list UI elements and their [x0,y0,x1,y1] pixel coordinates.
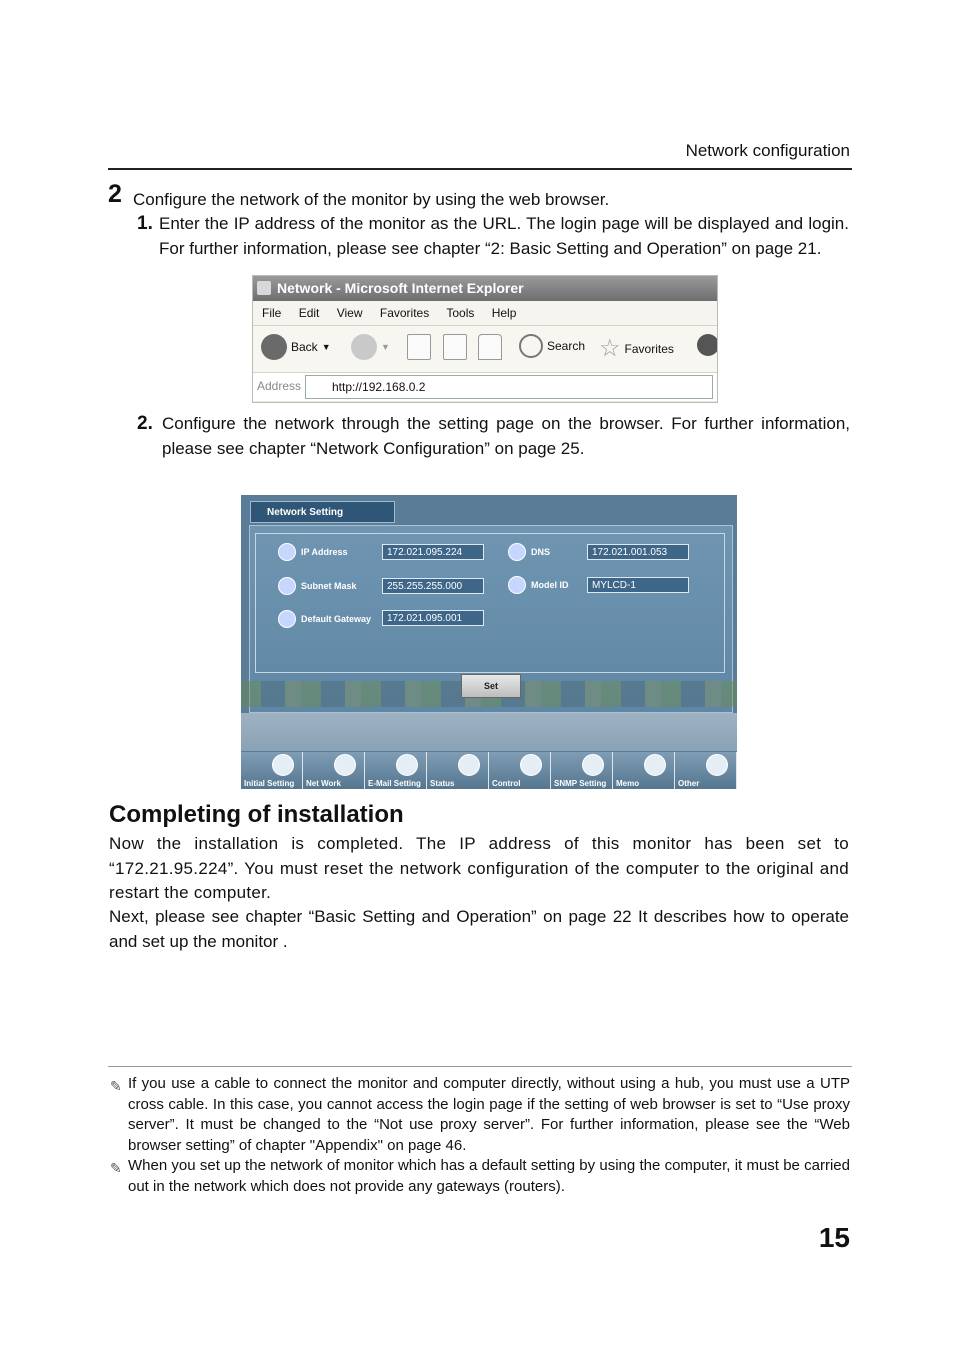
menu-edit[interactable]: Edit [298,306,320,320]
nav-status[interactable] [427,752,489,789]
status-icon [458,754,480,776]
nav-label: Memo [616,779,640,788]
forward-dropdown-icon: ▼ [381,342,390,352]
search-button[interactable] [519,334,585,358]
status-area [241,713,737,751]
net-work-icon [334,754,356,776]
page-number: 15 [818,1222,850,1253]
menu-favorites[interactable]: Favorites [379,306,430,320]
nav-email-setting[interactable] [365,752,427,789]
nav-other[interactable] [675,752,737,789]
browser-menubar [253,301,717,326]
ip-address-field[interactable]: 172.021.095.224 [382,544,484,560]
nav-label: Control [492,779,521,788]
substep-1-text: Enter the IP address of the monitor as the URL. The login page will be displayed and login. For further information, please see chapter “2: Basic Setting and Operation” on page 21. [159,214,849,258]
step-number: 2 [108,180,122,208]
refresh-icon [443,334,467,360]
pencil-icon: ✎ [110,1078,122,1094]
address-label: Address [257,379,302,393]
home-icon [478,334,502,360]
ip-address-label: IP Address [301,547,348,557]
dns-label: DNS [531,547,551,557]
browser-screenshot [252,275,718,403]
pencil-icon: ✎ [110,1160,122,1176]
ip-address-icon [278,543,296,561]
forward-button[interactable] [351,334,390,360]
browser-title: Network - Microsoft Internet Explorer [277,280,524,296]
home-button[interactable] [478,334,502,360]
menu-file[interactable]: File [262,306,282,320]
menu-tools[interactable]: Tools [446,306,475,320]
refresh-button[interactable] [443,334,467,360]
menu-help[interactable]: Help [491,306,517,320]
set-button[interactable]: Set [461,674,521,698]
back-dropdown-icon: ▼ [321,342,331,352]
subnet-mask-label: Subnet Mask [301,581,357,591]
subnet-mask-icon [278,577,296,595]
initial-setting-icon [272,754,294,776]
address-input[interactable]: http://192.168.0.2 [305,375,713,399]
back-label: Back [291,340,318,354]
media-icon [697,334,718,356]
default-gateway-field[interactable]: 172.021.095.001 [382,610,484,626]
substep-2-text: Configure the network through the setting page on the browser. For further information, please see chapter “Network Configuration” on page 25. [162,414,850,458]
favorites-button[interactable] [599,334,674,363]
completion-paragraph-2: Next, please see chapter “Basic Setting and Operation” on page 22 It describes how to operate and set up the monitor . [109,907,849,951]
header-rule [108,168,852,170]
section-heading: Completing of installation [109,801,404,828]
dns-icon [508,543,526,561]
memo-icon [644,754,666,776]
ie-icon [257,281,271,295]
dns-field[interactable]: 172.021.001.053 [587,544,689,560]
browser-titlebar [253,276,717,301]
note-1 [108,1074,850,1156]
model-id-field[interactable]: MYLCD-1 [587,577,689,593]
nav-label: Status [430,779,455,788]
completion-paragraph-1: Now the installation is completed. The IP address of this monitor has been set to “172.21.95.224”. You must reset the network configuration of the computer to the original and restart the computer. [109,834,849,902]
step-text: Configure the network of the monitor by using the web browser. [133,190,610,209]
nav-memo[interactable] [613,752,675,789]
notes-rule [108,1066,852,1067]
other-icon [706,754,728,776]
network-setting-tab: Network Setting [250,501,395,523]
substep-1-number: 1. [137,213,153,234]
bottom-nav [241,752,737,789]
nav-label: Net Work [306,779,341,788]
model-id-icon [508,576,526,594]
nav-label: Other [678,779,700,788]
back-button[interactable] [261,334,331,360]
favorites-label: Favorites [624,341,674,356]
note-2 [108,1156,850,1197]
running-header: Network configuration [685,141,850,160]
note-1-text: If you use a cable to connect the monitor and computer directly, without using a hub, you must use a UTP cross cable. In this case, you cannot access the login page if the setting of web browser is set to “Use proxy server”. It must be changed to the “Not use proxy server”. For further information, please see the “Web browser setting” of chapter "Appendix" on page 46. [128,1075,850,1154]
address-bar [253,373,717,401]
search-icon [519,334,543,358]
media-button[interactable] [697,334,718,356]
stop-icon [407,334,431,360]
menu-view[interactable]: View [336,306,363,320]
nav-label: SNMP Setting [554,779,607,788]
search-label: Search [547,339,586,353]
browser-toolbar [253,326,717,373]
default-gateway-label: Default Gateway [301,614,372,624]
model-id-label: Model ID [531,580,569,590]
note-2-text: When you set up the network of monitor which has a default setting by using the computer, it must be carried out in the network which does not provide any gateways (routers). [128,1157,850,1195]
stop-button[interactable] [407,334,431,360]
back-arrow-icon [261,334,287,360]
nav-net-work[interactable] [303,752,365,789]
nav-control[interactable] [489,752,551,789]
forward-arrow-icon [351,334,377,360]
snmp-icon [582,754,604,776]
nav-label: E-Mail Setting [368,779,421,788]
subnet-mask-field[interactable]: 255.255.255.000 [382,578,484,594]
nav-snmp-setting[interactable] [551,752,613,789]
default-gateway-icon [278,610,296,628]
control-icon [520,754,542,776]
nav-label: Initial Setting [244,779,295,788]
substep-2-number: 2. [137,413,153,434]
nav-initial-setting[interactable] [241,752,303,789]
email-icon [396,754,418,776]
network-setting-screenshot [241,495,737,789]
star-icon: ☆ [599,335,621,362]
